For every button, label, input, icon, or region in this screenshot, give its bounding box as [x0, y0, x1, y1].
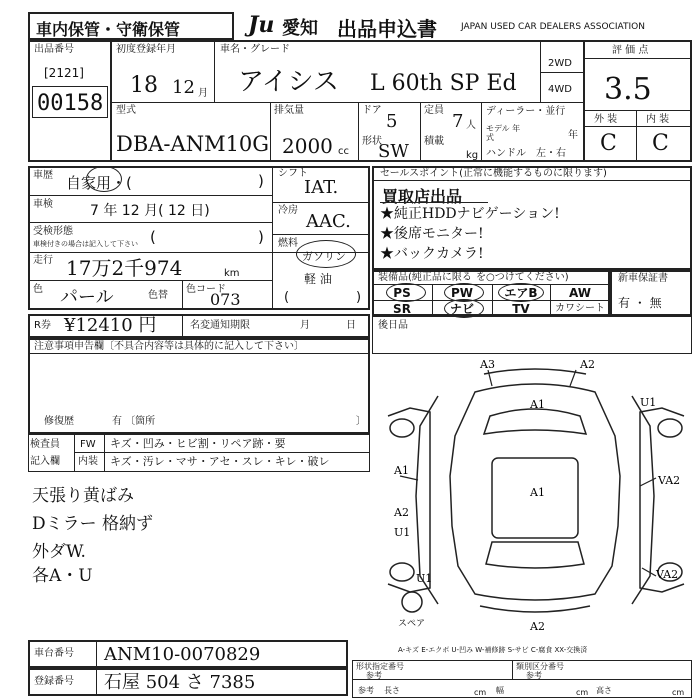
mark-a3: A3	[480, 358, 495, 371]
repair-value: 有 〔箇所	[112, 416, 156, 427]
mark-u1-fl: U1	[640, 396, 657, 409]
car-damage-diagram	[380, 356, 692, 638]
damage-legend: A-キズ E-エクボ U-凹み W-補修跡 S-サビ C-腐食 XX-交換済	[398, 646, 588, 654]
plate-label: 登録番号	[34, 676, 74, 687]
inspector-label-2: 記入欄	[30, 456, 60, 467]
sales-point-1: ★純正HDDナビゲーション!	[380, 206, 560, 222]
lot-tag: [2121]	[44, 66, 84, 80]
color-value: パール	[60, 287, 114, 308]
equip-airbag-circle	[498, 283, 544, 302]
notes-label: 注意事項申告欄〔不具合内容等は具体的に記入して下さい〕	[34, 341, 304, 352]
lot-number-box	[32, 86, 108, 118]
color-code-label: 色コード	[186, 284, 226, 295]
class-ref: 参考	[526, 671, 542, 680]
equip-ps: PS	[393, 286, 411, 300]
size-ref: 参考	[358, 686, 374, 695]
size-width-label: 幅	[496, 686, 504, 695]
capacity-value: 7	[452, 111, 464, 132]
capacity-label: 定員	[424, 105, 444, 116]
mark-a2-top: A2	[580, 358, 595, 371]
mark-a1-left: A1	[394, 464, 409, 477]
mark-a2-bottom: A2	[530, 620, 545, 633]
reg-number-label: 形状指定番号	[356, 662, 404, 671]
fuel-label: 燃料	[278, 238, 298, 249]
deadline-month: 月	[300, 320, 310, 331]
later-docs-label: 後日品	[378, 320, 408, 331]
ju-logo: Ju	[248, 12, 275, 38]
deadline-day: 日	[346, 320, 356, 331]
mark-spare: スペア	[398, 619, 426, 629]
acceptance-label: 受検形態	[33, 226, 73, 237]
first-reg-label: 初度登録年月	[116, 44, 176, 55]
mark-va2-r1: VA2	[658, 474, 681, 487]
shift-value: IAT.	[304, 177, 339, 198]
history-value: 自家用・(	[66, 174, 132, 192]
note-line-3: 外ダW.	[32, 542, 86, 562]
repair-label: 修復歴	[44, 416, 74, 427]
interior-grade: C	[652, 131, 669, 156]
mark-a2-left: A2	[394, 506, 409, 519]
interior-row-label: 内装	[78, 456, 98, 467]
ac-value: AAC.	[306, 211, 351, 232]
reg-ref: 参考	[366, 671, 382, 680]
association-name: JAPAN USED CAR DEALERS ASSOCIATION	[461, 22, 645, 32]
chassis-value: ANM10-0070829	[104, 644, 261, 665]
history-circle	[86, 166, 122, 192]
class-number-label: 類別区分番号	[516, 662, 564, 671]
mileage-value: 17万2千974	[66, 256, 183, 280]
displacement-value: 2000	[282, 134, 333, 158]
mileage-unit: km	[224, 268, 240, 279]
chassis-label: 車台番号	[34, 648, 74, 659]
shape-value: SW	[378, 141, 409, 162]
ac-label: 冷房	[278, 205, 298, 216]
inspection-value: 7 年 12 月( 12 日)	[90, 203, 210, 219]
fuel-gasoline: ガソリン	[302, 250, 346, 263]
mark-u1-rl: U1	[416, 572, 433, 585]
displacement-unit: cc	[338, 146, 349, 157]
fuel-diesel: 軽 油	[304, 272, 332, 286]
fuel-gasoline-circle	[296, 240, 356, 268]
year-unit: 年	[568, 130, 578, 141]
mark-a1-roof: A1	[530, 486, 545, 499]
size-width-unit: cm	[576, 688, 589, 697]
door-value: 5	[386, 111, 398, 132]
equip-tv: TV	[512, 302, 530, 316]
equipment-label-tail: を○つけてください)	[476, 272, 569, 283]
lot-label: 出品番号	[34, 44, 74, 55]
exterior-grade: C	[600, 131, 617, 156]
score-label: 評 価 点	[612, 45, 649, 56]
exterior-label: 外 装	[594, 114, 618, 125]
color-label: 色	[33, 284, 43, 295]
capacity-unit: 人	[466, 120, 476, 131]
acceptance-close: )	[258, 228, 264, 246]
history-label: 車歴	[33, 170, 53, 181]
first-reg-month: 12	[172, 77, 195, 98]
interior-label: 内 装	[646, 114, 670, 125]
equipment-label: 装備品(純正品に限る	[378, 272, 472, 283]
load-label: 積載	[424, 136, 444, 147]
equip-kawa-seat: カワシート	[555, 303, 605, 314]
first-reg-month-unit: 月	[198, 88, 208, 99]
later-docs-frame	[372, 316, 692, 354]
warranty-options: 有 ・ 無	[618, 296, 662, 310]
score-value: 3.5	[604, 72, 652, 107]
model-year-label: モデル 年式	[486, 124, 521, 142]
equip-airbag: エアB	[504, 286, 538, 300]
fuel-other-open: (	[284, 290, 290, 305]
mark-u1-left: U1	[394, 526, 411, 539]
sales-points-title: 買取店出品	[382, 187, 463, 206]
equip-aw: AW	[569, 286, 591, 300]
load-unit: kg	[466, 150, 479, 161]
sales-points-title-underline	[380, 202, 488, 203]
color-code: 073	[210, 290, 241, 309]
deadline-label: 名変通知期限	[190, 320, 250, 331]
sales-point-2: ★後席モニター!	[380, 226, 484, 242]
ticket-label: R券	[34, 320, 51, 331]
shift-label: シフト	[278, 168, 308, 179]
size-height-unit: cm	[672, 688, 685, 697]
form-title: 出品申込書	[337, 17, 437, 41]
fw-label: FW	[80, 439, 96, 450]
warranty-label: 新車保証書	[618, 273, 668, 284]
equip-navi: ナビ	[449, 302, 474, 316]
sales-points-label: セールスポイント(正常に機能するものに限ります)	[380, 168, 607, 179]
inspector-label-1: 検査員	[30, 439, 60, 450]
storage-badge-text: 車内保管・守衛保管	[36, 20, 181, 39]
equip-ps-circle	[386, 283, 426, 302]
fuel-other-close: )	[356, 290, 362, 305]
dealer-label: ディーラー・並行	[486, 106, 566, 117]
repair-close: 〕	[356, 416, 366, 427]
type-value: DBA-ANM10G	[116, 132, 270, 156]
first-reg-year: 18	[130, 73, 158, 98]
sales-point-3: ★バックカメラ!	[380, 246, 484, 262]
lot-number: 00158	[37, 91, 104, 116]
storage-badge	[28, 12, 234, 40]
note-line-1: 天張り黄ばみ	[32, 486, 134, 506]
size-length-label: 長さ	[384, 686, 400, 695]
equip-sr: SR	[393, 302, 411, 316]
shape-label: 形状	[362, 136, 382, 147]
model-grade: L 60th SP Ed	[370, 71, 517, 96]
fw-items: キズ・凹み・ヒビ割・リペア跡・要	[110, 437, 286, 450]
model-name: アイシス	[238, 67, 339, 97]
handle-options: 左・右	[536, 148, 566, 159]
acceptance-open: (	[150, 228, 156, 246]
equip-pw: PW	[450, 286, 474, 300]
interior-items: キズ・汚レ・マサ・アセ・スレ・キレ・破レ	[110, 455, 330, 468]
note-line-4: 各A・U	[32, 566, 93, 586]
history-close: )	[258, 172, 264, 190]
color-change-label: 色替	[148, 290, 168, 301]
acceptance-note: 車検付きの場合は記入して下さい	[33, 240, 138, 248]
mark-va2-r2: VA2	[656, 568, 679, 581]
handle-label: ハンドル	[486, 148, 526, 159]
door-label: ドア	[362, 105, 382, 116]
size-length-unit: cm	[474, 688, 487, 697]
model-name-label: 車名・グレード	[220, 44, 290, 55]
inspection-label: 車検	[33, 199, 53, 210]
mileage-label: 走行	[33, 255, 53, 266]
drive-4wd: 4WD	[548, 84, 572, 95]
drive-2wd: 2WD	[548, 58, 572, 69]
size-height-label: 高さ	[596, 686, 612, 695]
org-name: 愛知	[282, 18, 318, 39]
mark-a1-hood: A1	[530, 398, 545, 411]
ticket-value: ¥12410 円	[64, 315, 157, 336]
plate-value: 石屋 504 さ 7385	[104, 672, 256, 693]
displacement-label: 排気量	[274, 105, 304, 116]
type-label: 型式	[116, 105, 136, 116]
note-line-2: Dミラー 格納ず	[32, 514, 154, 534]
